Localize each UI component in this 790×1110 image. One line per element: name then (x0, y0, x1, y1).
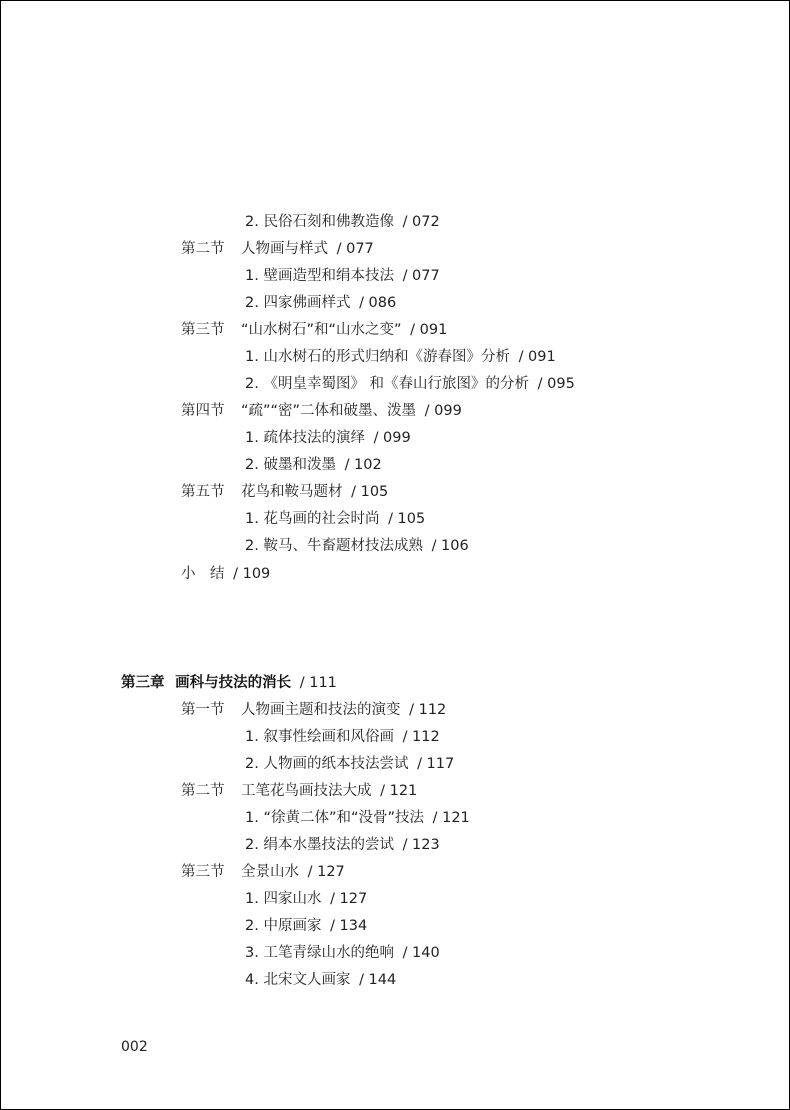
page-number: / 121 (432, 810, 470, 826)
toc-item (245, 374, 575, 394)
page-number: / 123 (402, 837, 440, 853)
page-number: / 112 (409, 702, 447, 718)
toc-section (181, 482, 388, 502)
page-number: / 091 (518, 349, 556, 365)
toc-item (245, 943, 440, 963)
section-title: “山水树石”和“山水之变” (241, 322, 402, 338)
item-title: 1. 四家山水 (245, 891, 322, 907)
section-label: 第四节 (181, 403, 225, 419)
item-title: 2. 中原画家 (245, 918, 322, 934)
page-number: / 102 (344, 457, 382, 473)
toc-section (181, 862, 345, 882)
page-number: / 099 (424, 403, 462, 419)
toc-item (245, 347, 556, 367)
toc-item (245, 727, 440, 747)
toc-item (245, 916, 367, 936)
toc-item (245, 536, 469, 556)
page-number: / 111 (299, 675, 337, 691)
toc-item (245, 835, 440, 855)
toc-section (181, 320, 447, 340)
section-label: 第一节 (181, 702, 225, 718)
page-number: / 134 (330, 918, 368, 934)
page-number: / 127 (307, 864, 345, 880)
chapter-title: 画科与技法的消长 (175, 675, 292, 691)
item-title: 3. 工笔青绿山水的绝响 (245, 945, 394, 961)
page-number: / 112 (402, 729, 440, 745)
page-number: / 099 (373, 430, 411, 446)
page-number: / 106 (431, 538, 469, 554)
page-folio: 002 (121, 1039, 148, 1055)
chapter-label: 第三章 (121, 675, 165, 691)
toc-section (181, 700, 446, 720)
item-title: 1. 壁画造型和绢本技法 (245, 268, 394, 284)
item-title: 2. 绢本水墨技法的尝试 (245, 837, 394, 853)
page-number: / 109 (233, 566, 271, 582)
item-title: 1. “徐黄二体”和“没骨”技法 (245, 810, 424, 826)
toc-item (245, 509, 425, 529)
section-title: 全景山水 (241, 864, 299, 880)
toc-summary (181, 564, 270, 584)
page-number: / 105 (388, 511, 426, 527)
page-number: / 144 (359, 972, 397, 988)
item-title: 2. 四家佛画样式 (245, 295, 351, 311)
toc-item (245, 266, 440, 286)
page-number: / 121 (380, 783, 418, 799)
page-number: / 095 (537, 376, 575, 392)
toc-section (181, 239, 374, 259)
section-title: “疏”“密”二体和破墨、泼墨 (241, 403, 417, 419)
section-label: 第二节 (181, 783, 225, 799)
section-label: 第二节 (181, 241, 225, 257)
page-number: / 077 (402, 268, 440, 284)
page-number: / 091 (410, 322, 448, 338)
section-label: 第五节 (181, 484, 225, 500)
toc-item (245, 889, 367, 909)
toc-item (245, 970, 396, 990)
page-number: / 105 (351, 484, 389, 500)
toc-item (245, 293, 396, 313)
section-title: 人物画与样式 (241, 241, 328, 257)
section-title: 工笔花鸟画技法大成 (241, 783, 372, 799)
page-number: / 127 (330, 891, 368, 907)
section-title: 花鸟和鞍马题材 (241, 484, 343, 500)
item-title: 1. 山水树石的形式归纳和《游春图》分析 (245, 349, 510, 365)
item-title: 2. 人物画的纸本技法尝试 (245, 756, 409, 772)
page-number: / 117 (417, 756, 455, 772)
page-number: / 086 (359, 295, 397, 311)
toc-section (181, 781, 417, 801)
item-title: 2. 破墨和泼墨 (245, 457, 336, 473)
item-title: 4. 北宋文人画家 (245, 972, 351, 988)
page-number: / 077 (336, 241, 374, 257)
toc-item (245, 455, 382, 475)
item-title: 2. 《明皇幸蜀图》 和《春山行旅图》的分析 (245, 376, 530, 392)
section-label: 第三节 (181, 864, 225, 880)
section-title: 人物画主题和技法的演变 (241, 702, 401, 718)
toc-section (181, 401, 462, 421)
item-title: 2. 民俗石刻和佛教造像 (245, 214, 394, 230)
item-title: 2. 鞍马、牛畜题材技法成熟 (245, 538, 423, 554)
toc-item (245, 212, 440, 232)
toc-item (245, 428, 411, 448)
section-label: 第三节 (181, 322, 225, 338)
page-number: / 140 (402, 945, 440, 961)
item-title: 1. 疏体技法的演绎 (245, 430, 365, 446)
summary-label: 小 结 (181, 566, 225, 582)
toc-item (245, 754, 454, 774)
toc-item (245, 808, 470, 828)
page-number: / 072 (402, 214, 440, 230)
item-title: 1. 花鸟画的社会时尚 (245, 511, 380, 527)
toc-chapter (121, 673, 337, 693)
item-title: 1. 叙事性绘画和风俗画 (245, 729, 394, 745)
